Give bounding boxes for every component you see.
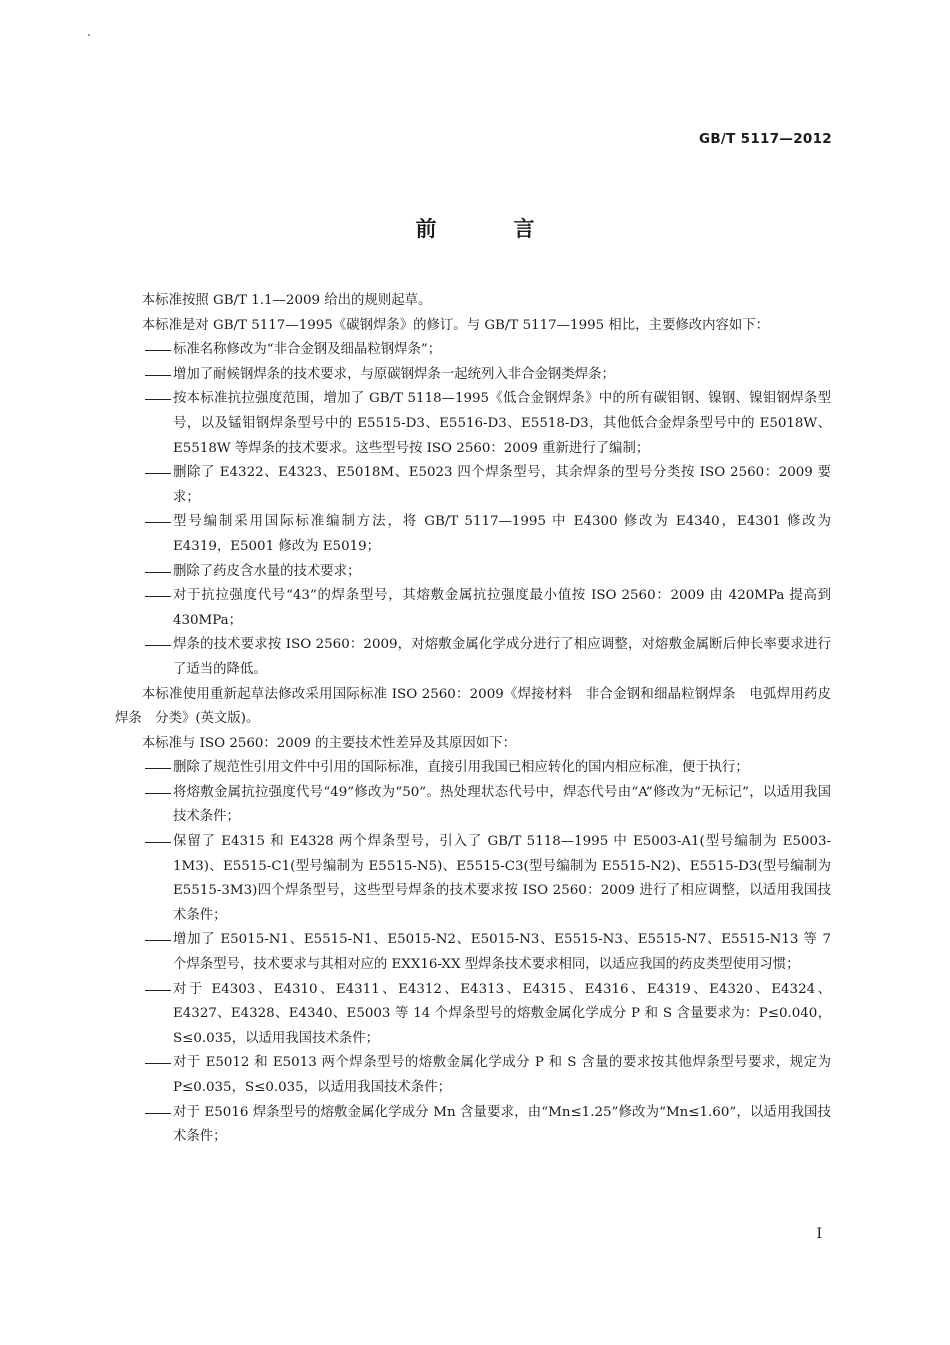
list-item-text: 删除了药皮含水量的技术要求； (173, 563, 361, 579)
paragraph: 本标准与 ISO 2560：2009 的主要技术性差异及其原因如下： (141, 735, 516, 751)
list-item-text: 删除了 E4322、E4323、E5018M、E5023 四个焊条型号，其余焊条的型号分类按 ISO 2560：2009 要求； (173, 465, 831, 505)
list-item-text: 增加了 E5015-N1、E5515-N1、E5015-N2、E5015-N3、E5515-N3、E5515-N7、E5515-N13 等 7 个焊条型号，技术要求与其相对应的 EXX16-XX 型焊条技术要求相同，以适应我国的药皮类型使用习惯； (173, 932, 831, 973)
list-item-text: 对于 E5016 焊条型号的熔敷金属化学成分 Mn 含量要求，由“Mn≤1.25”修改为“Mn≤1.60”，以适用我国技术条件； (173, 1104, 831, 1145)
list-item (115, 387, 831, 461)
list-item-text: 标准名称修改为“非合金钢及细晶粒钢焊条”； (173, 342, 442, 358)
list-item (115, 756, 831, 781)
standard-number: GB/T 5117—2012 (698, 131, 832, 147)
paragraph: 本标准是对 GB/T 5117—1995《碳钢焊条》的修订。与 GB/T 5117—1995 相比，主要修改内容如下： (141, 317, 770, 333)
page-number: I (816, 1226, 822, 1242)
list-item-text: 型号编制采用国际标准编制方法，将 GB/T 5117—1995 中 E4300 修改为 E4340，E4301 修改为 E4319，E5001 修改为 E5019； (173, 514, 831, 554)
document-body (115, 289, 831, 1150)
page-title: 前 言 (415, 217, 563, 241)
list-item (115, 928, 831, 977)
list-item-text: 删除了规范性引用文件中引用的国际标准，直接引用我国已相应转化的国内相应标准，便于执行； (173, 760, 749, 776)
list-item-text: 对于抗拉强度代号“43”的焊条型号，其熔敷金属抗拉强度最小值按 ISO 2560：2009 由 420MPa 提高到 430MPa； (173, 588, 831, 628)
paragraph: 本标准使用重新起草法修改采用国际标准 ISO 2560：2009《焊接材料 非合金钢和细晶粒钢焊条 电弧焊用药皮焊条 分类》(英文版)。 (115, 686, 831, 727)
list-item (115, 781, 831, 830)
list-item (115, 1101, 831, 1150)
list-item-text: 将熔敷金属抗拉强度代号“49”修改为“50”。热处理状态代号中，焊态代号由“A”修改为“无标记”，以适用我国技术条件； (173, 784, 831, 825)
list-item (115, 560, 831, 585)
list-item (115, 363, 831, 388)
paragraph: 本标准按照 GB/T 1.1—2009 给出的规则起草。 (141, 293, 432, 308)
list-item-text: 对于 E5012 和 E5013 两个焊条型号的熔敷金属化学成分 P 和 S 含量的要求按其他焊条型号要求，规定为 P≤0.035，S≤0.035，以适用我国技术条件； (173, 1055, 831, 1095)
list-item (115, 830, 831, 928)
list-item-text: 焊条的技术要求按 ISO 2560：2009，对熔敷金属化学成分进行了相应调整，对熔敷金属断后伸长率要求进行了适当的降低。 (173, 637, 831, 677)
list-item (115, 510, 831, 559)
list-item-text: 增加了耐候钢焊条的技术要求，与原碳钢焊条一起统列入非合金钢类焊条； (173, 366, 615, 382)
list-item-text: 保留了 E4315 和 E4328 两个焊条型号，引入了 GB/T 5118—1995 中 E5003-A1(型号编制为 E5003-1M3)、E5515-C1(型号编制为 E5515-N5)、E5515-C3(型号编制为 E5515-N2)、E5515-D3(型号编制为 E5515-3M3)四个焊条型号，这些型号焊条的技术要求按 ISO 2560：2009 进行了相应调整，以适用我国技术条件； (173, 834, 831, 923)
list-item (115, 338, 831, 363)
list-item-text: 按本标准抗拉强度范围，增加了 GB/T 5118—1995《低合金钢焊条》中的所有碳钼钢、镍钢、镍钼钢焊条型号，以及锰钼钢焊条型号中的 E5515-D3、E5516-D3、E5518-D3，其他低合金焊条型号中的 E5018W、E5518W 等焊条的技术要求。这些型号按 ISO 2560：2009 重新进行了编制； (173, 391, 831, 456)
list-item (115, 978, 831, 1052)
list-item (115, 584, 831, 633)
list-item (115, 461, 831, 510)
list-item (115, 633, 831, 682)
list-item-text: 对于 E4303、E4310、E4311、E4312、E4313、E4315、E4316、E4319、E4320、E4324、E4327、E4328、E4340、E5003 等 14 个焊条型号的熔敷金属化学成分 P 和 S 含量要求为：P≤0.040，S≤0.035，以适用我国技术条件； (173, 981, 831, 1046)
scan-speck (88, 34, 90, 36)
list-item (115, 1051, 831, 1100)
